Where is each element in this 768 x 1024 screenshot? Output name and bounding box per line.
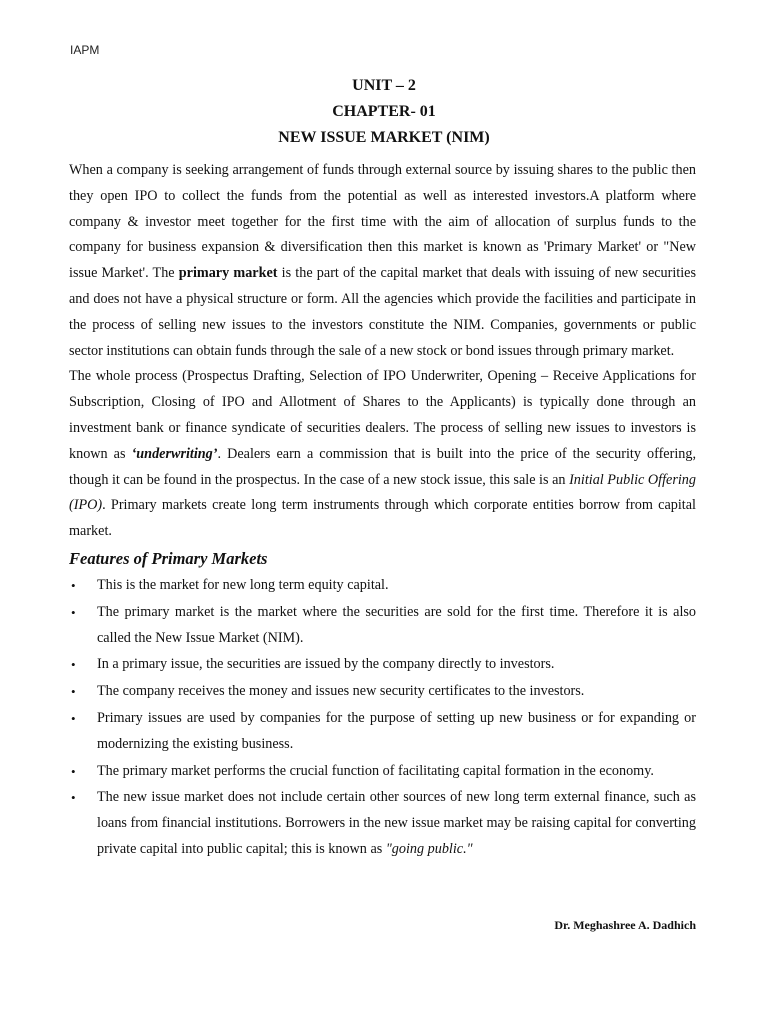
process-text-2: . Dealers earn a commission that is built into the price of the security offering, though it can be found in the prospectus. In the case of a new stock issue, this sale is an [69,445,696,488]
bullet-icon: • [71,657,76,673]
list-item [69,652,696,678]
features-list [69,573,696,863]
list-item-text: The primary market performs the crucial function of facilitating capital formation in the economy. [97,762,654,779]
list-item [69,785,696,862]
going-public-term: "going public." [385,840,473,857]
list-item [69,573,696,599]
ipo-term: Initial Public Offering (IPO) [69,471,696,514]
list-item [69,759,696,785]
topic-title: NEW ISSUE MARKET (NIM) [278,129,490,146]
process-text-3: . Primary markets create long term instruments through which corporate entities borrow from capital market. [69,497,696,540]
chapter-title: CHAPTER- 01 [332,103,436,120]
bullet-icon: • [71,604,76,620]
list-item-text: The primary market is the market where the securities are sold for the first time. Therefore it is also called the New Issue Market (NIM). [97,603,696,646]
intro-bold-term: primary market [178,265,278,282]
list-item-text: The company receives the money and issues new security certificates to the investors. [97,683,585,700]
bullet-icon: • [71,577,76,593]
bullet-icon: • [71,763,76,779]
list-item [69,706,696,758]
bullet-icon: • [71,710,76,726]
process-paragraph [69,364,696,545]
list-item-text: In a primary issue, the securities are issued by the company directly to investors. [97,656,555,673]
bullet-icon: • [71,684,76,700]
list-item-text-1: The new issue market does not include certain other sources of new long term external finance, such as loans from financial institutions. Borrowers in the new issue market may be raising capital for converting private capital into public capital; this is known as [97,789,696,857]
document-body [69,158,696,864]
list-item-text: Primary issues are used by companies for the purpose of setting up new business or for expanding or modernizing the existing business. [97,709,696,752]
intro-text-2: is the part of the capital market that deals with issuing of new securities and does not have a physical structure or form. All the agencies which provide the facilities and participate in the process of selling new issues to the investors constitute the NIM. Companies, governments or public sector institutions can obtain funds through the sale of a new stock or bond issues through primary market. [69,265,696,359]
features-heading: Features of Primary Markets [69,548,268,568]
underwriting-term: ‘underwriting’ [131,445,218,462]
page-header: IAPM [70,43,100,57]
process-text-1: The whole process (Prospectus Drafting, Selection of IPO Underwriter, Opening – Receive Applications for Subscription, Closing of IPO and Allotment of Shares to the Applicants) is typically done through an investment bank or finance syndicate of securities dealers. The process of selling new issues to investors is known as [69,368,696,462]
author-signature: Dr. Meghashree A. Dadhich [554,918,696,932]
title-block [0,73,768,151]
intro-paragraph [69,158,696,364]
intro-text-1: When a company is seeking arrangement of funds through external source by issuing shares to the public then they open IPO to collect the funds from the potential as well as interested investors.A platform where company & investor meet together for the first time with the aim of allocation of surplus funds to the company for business expansion & diversification then this market is known as 'Primary Market' or "New issue Market'. The [69,162,696,282]
bullet-icon: • [71,790,76,806]
list-item [69,679,696,705]
list-item-text: This is the market for new long term equity capital. [97,576,389,593]
list-item [69,600,696,652]
unit-title: UNIT – 2 [352,77,416,94]
